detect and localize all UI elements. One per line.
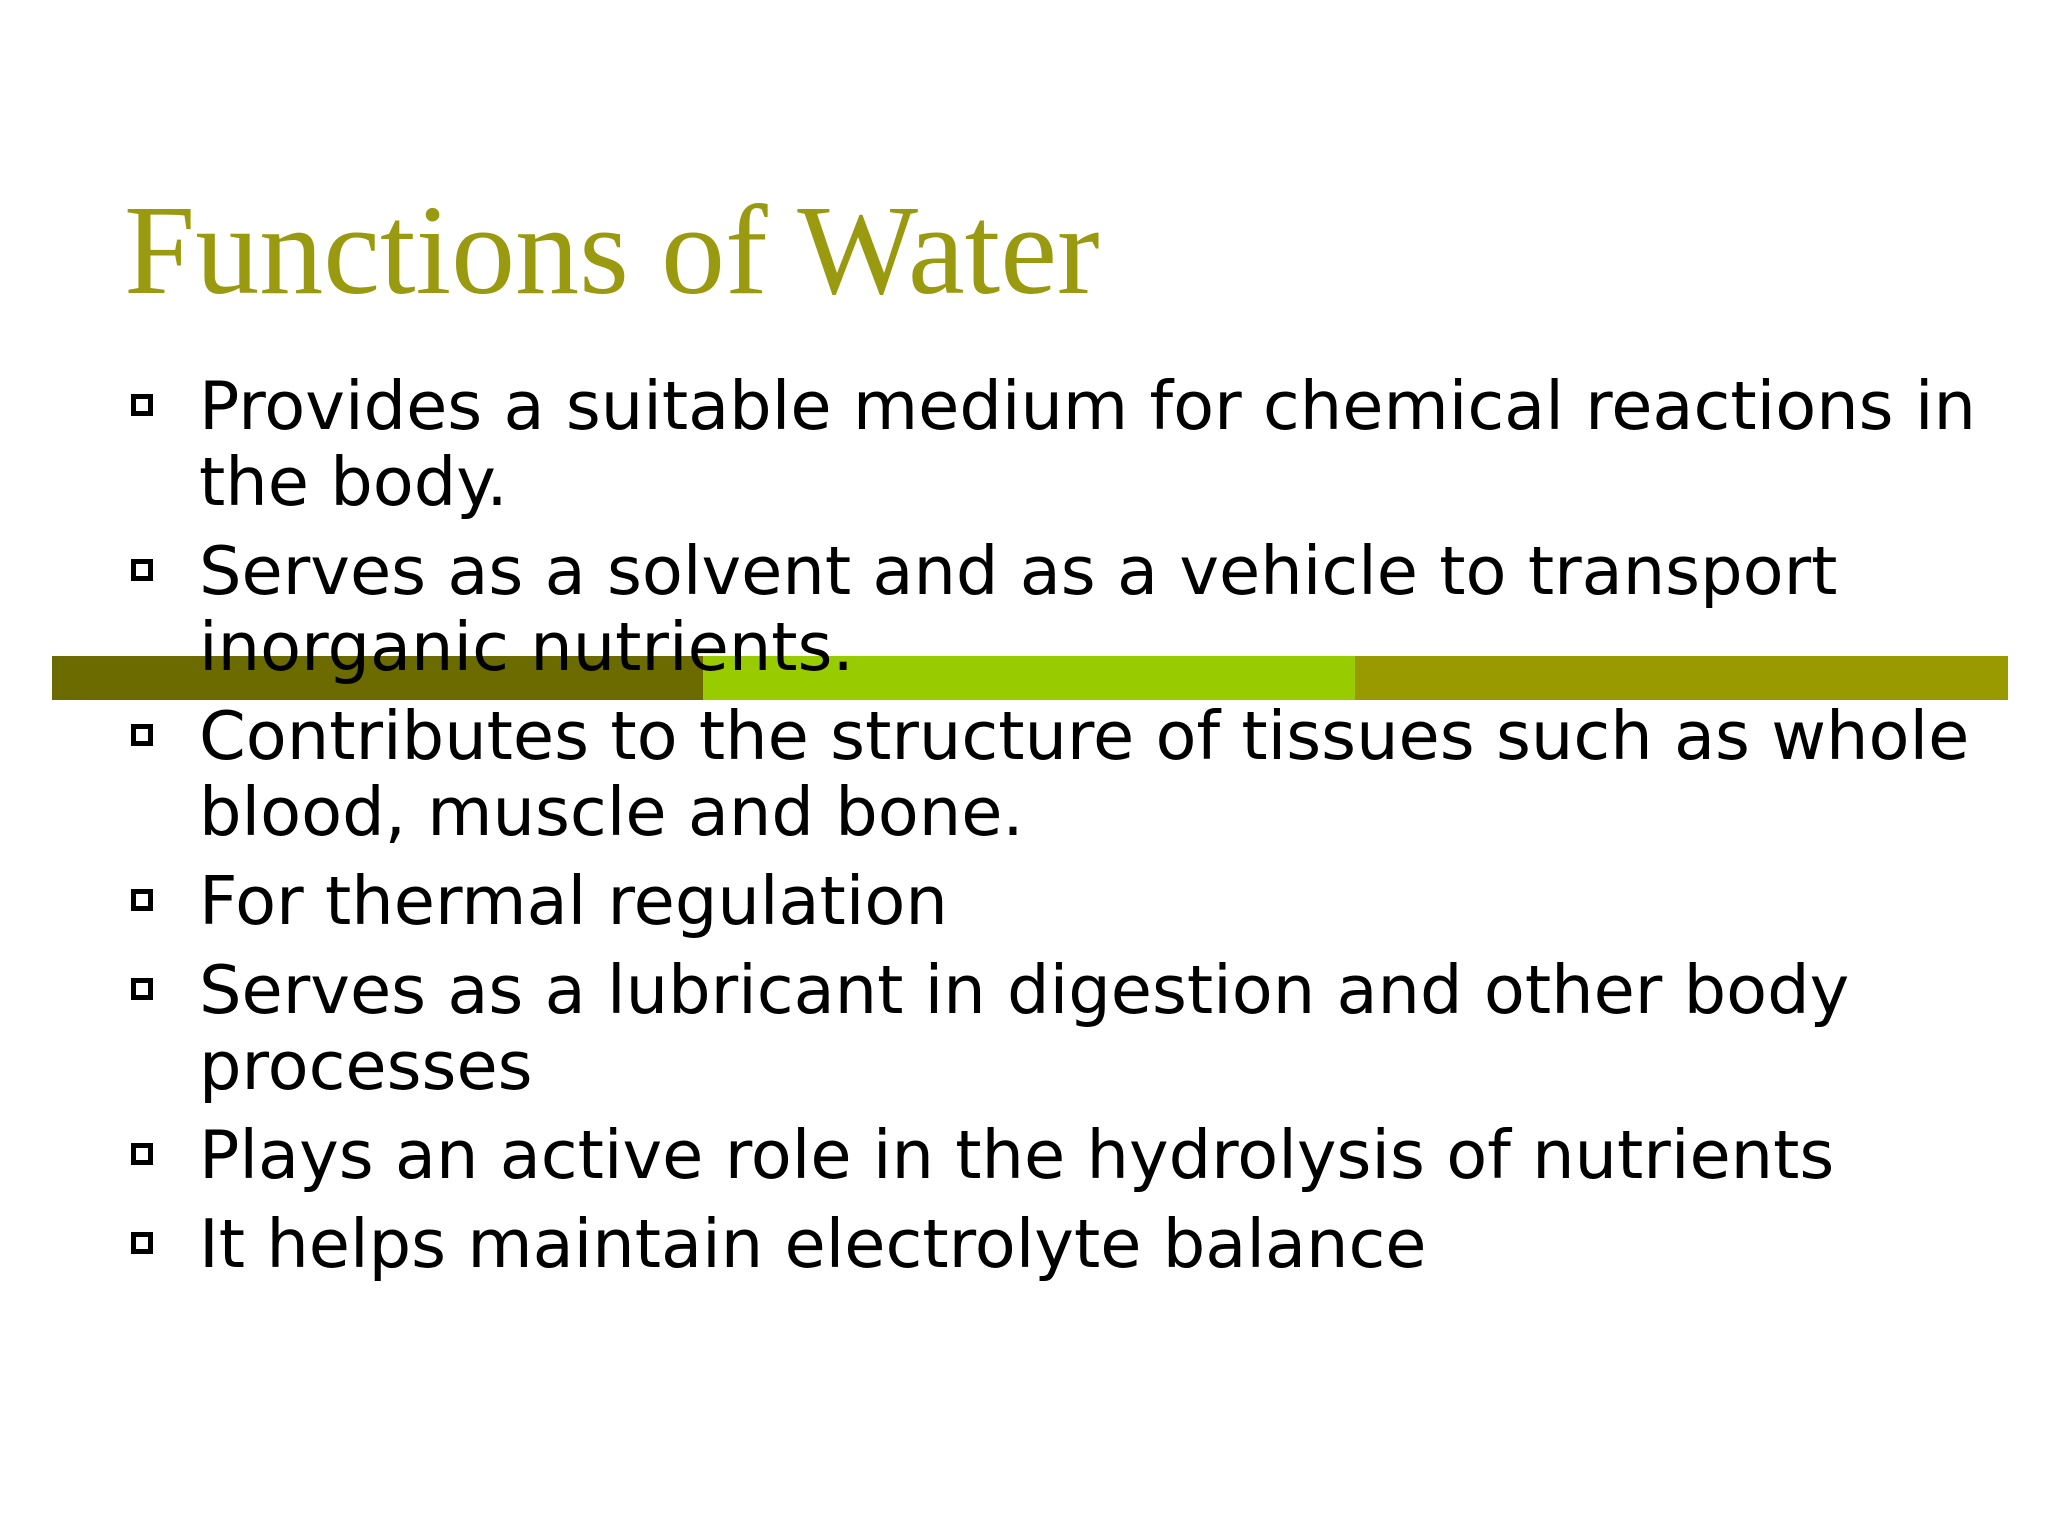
list-item [128, 368, 1988, 520]
slide-title: Functions of Water [124, 179, 1100, 321]
bullet-text: For thermal regulation [199, 862, 948, 940]
bullet-list [128, 368, 1988, 1295]
bullet-text: Serves as a solvent and as a vehicle to transport inorganic nutrients. [199, 532, 1838, 686]
list-item [128, 952, 1988, 1104]
hollow-square-bullet-icon [131, 559, 153, 581]
hollow-square-bullet-icon [131, 724, 153, 746]
hollow-square-bullet-icon [131, 1143, 153, 1165]
hollow-square-bullet-icon [131, 394, 153, 416]
list-item [128, 698, 1988, 850]
bullet-text: Contributes to the structure of tissues such as whole blood, muscle and bone. [199, 697, 1970, 851]
list-item [128, 863, 1988, 939]
hollow-square-bullet-icon [131, 1232, 153, 1254]
bullet-text: Serves as a lubricant in digestion and other body processes [199, 951, 1850, 1105]
hollow-square-bullet-icon [131, 978, 153, 1000]
bullet-text: It helps maintain electrolyte balance [199, 1205, 1427, 1283]
bullet-text: Provides a suitable medium for chemical reactions in the body. [199, 367, 1976, 521]
bullet-text: Plays an active role in the hydrolysis of nutrients [199, 1116, 1835, 1194]
list-item [128, 1117, 1988, 1193]
hollow-square-bullet-icon [131, 889, 153, 911]
list-item [128, 1206, 1988, 1282]
list-item [128, 533, 1988, 685]
